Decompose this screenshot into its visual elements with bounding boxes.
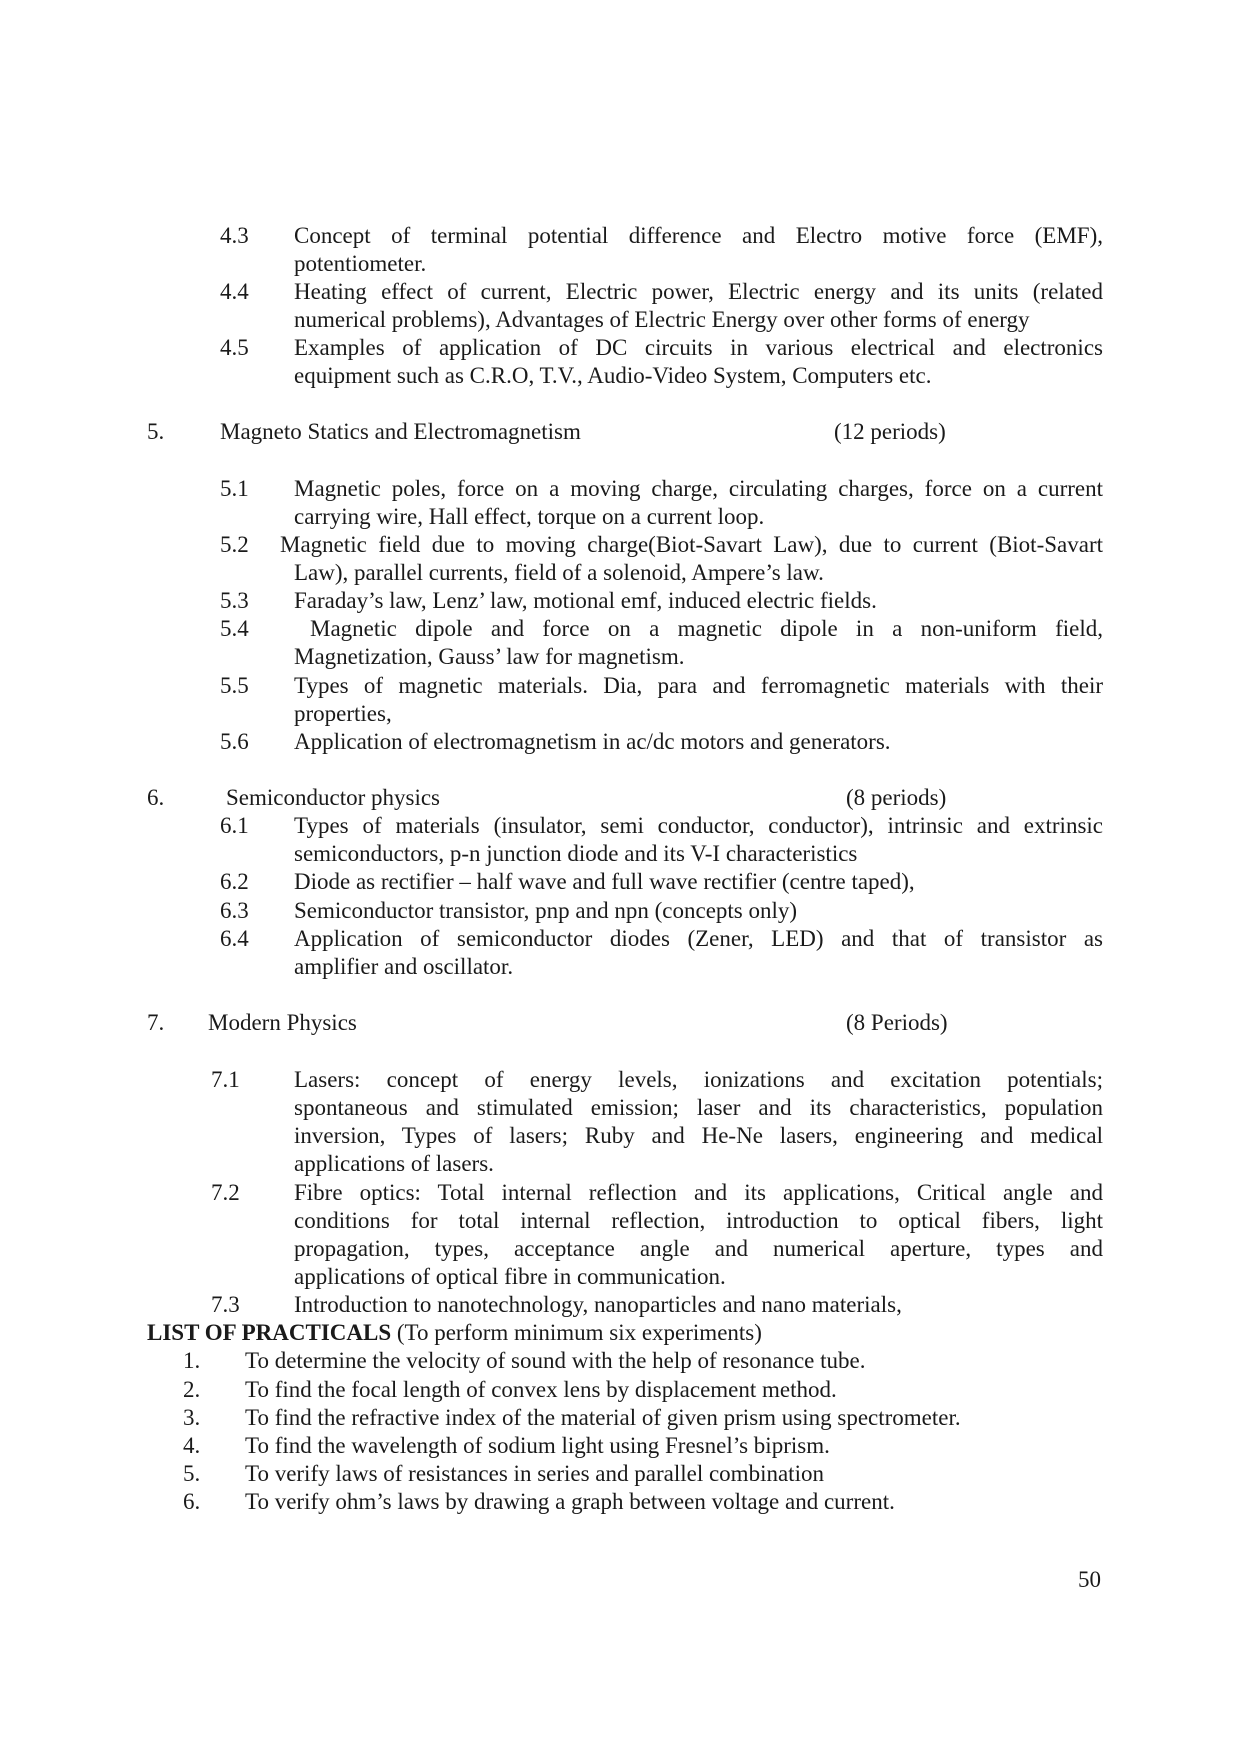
topic-text-line: Lasers: concept of energy levels, ionizations and excitation potentials; (294, 1067, 1103, 1092)
topic-text-line: spontaneous and stimulated emission; laser and its characteristics, population (294, 1095, 1103, 1120)
topic-text-line: Examples of application of DC circuits in various electrical and electronics (294, 335, 1103, 360)
practicals-heading: LIST OF PRACTICALS (147, 1320, 392, 1345)
topic-text-line: Diode as rectifier – half wave and full wave rectifier (centre taped), (294, 869, 915, 894)
topic-number: 6.2 (220, 869, 249, 894)
unit-title: Modern Physics (208, 1010, 357, 1035)
practical-text: To determine the velocity of sound with the help of resonance tube. (245, 1348, 866, 1373)
topic-text-line: Application of electromagnetism in ac/dc motors and generators. (294, 729, 891, 754)
practical-text: To find the refractive index of the material of given prism using spectrometer. (245, 1405, 961, 1430)
practical-text: To find the focal length of convex lens by displacement method. (245, 1377, 837, 1402)
topic-number: 6.3 (220, 898, 249, 923)
topic-text-line: carrying wire, Hall effect, torque on a current loop. (294, 504, 765, 529)
unit-title: Magneto Statics and Electromagnetism (220, 419, 581, 444)
practical-number: 5. (183, 1461, 201, 1486)
topic-text-line: numerical problems), Advantages of Electric Energy over other forms of energy (294, 307, 1030, 332)
topic-text-line: inversion, Types of lasers; Ruby and He-Ne lasers, engineering and medical (294, 1123, 1103, 1148)
topic-number: 7.1 (211, 1067, 240, 1092)
topic-number: 4.4 (220, 279, 249, 304)
topic-text-line: Law), parallel currents, field of a solenoid, Ampere’s law. (294, 560, 824, 585)
unit-number: 7. (147, 1010, 165, 1035)
topic-number: 7.2 (211, 1180, 240, 1205)
practical-number: 4. (183, 1433, 201, 1458)
topic-number: 6.1 (220, 813, 249, 838)
practicals-heading-line (147, 1319, 762, 1347)
topic-text-line: Magnetic dipole and force on a magnetic dipole in a non-uniform field, (310, 616, 1103, 641)
topic-text-line: applications of optical fibre in communication. (294, 1264, 726, 1289)
topic-number: 5.5 (220, 673, 249, 698)
topic-number: 5.6 (220, 729, 249, 754)
topic-text-line: Magnetic poles, force on a moving charge, circulating charges, force on a current (294, 476, 1103, 501)
practicals-subheading: (To perform minimum six experiments) (396, 1320, 762, 1345)
unit-number: 5. (147, 419, 165, 444)
topic-text-line: Concept of terminal potential difference and Electro motive force (EMF), (294, 223, 1103, 248)
practical-text: To verify ohm’s laws by drawing a graph between voltage and current. (245, 1489, 895, 1514)
topic-text-line: Magnetic field due to moving charge(Biot-Savart Law), due to current (Biot-Savart (280, 532, 1103, 557)
topic-number: 5.2 (220, 532, 249, 557)
topic-number: 4.3 (220, 223, 249, 248)
unit-periods: (8 Periods) (846, 1010, 948, 1035)
unit-periods: (8 periods) (846, 785, 947, 810)
topic-text-line: amplifier and oscillator. (294, 954, 514, 979)
practical-text: To find the wavelength of sodium light using Fresnel’s biprism. (245, 1433, 830, 1458)
topic-text-line: equipment such as C.R.O, T.V., Audio-Video System, Computers etc. (294, 363, 932, 388)
topic-number: 4.5 (220, 335, 249, 360)
topic-text-line: applications of lasers. (294, 1151, 494, 1176)
practical-number: 2. (183, 1377, 201, 1402)
unit-periods: (12 periods) (834, 419, 946, 444)
topic-text-line: Fibre optics: Total internal reflection and its applications, Critical angle and (294, 1180, 1103, 1205)
practical-number: 6. (183, 1489, 201, 1514)
topic-text-line: Introduction to nanotechnology, nanoparticles and nano materials, (294, 1292, 902, 1317)
topic-text-line: conditions for total internal reflection, introduction to optical fibers, light (294, 1208, 1103, 1233)
topic-number: 5.4 (220, 616, 249, 641)
topic-text-line: Application of semiconductor diodes (Zener, LED) and that of transistor as (294, 926, 1103, 951)
topic-text-line: Semiconductor transistor, pnp and npn (concepts only) (294, 898, 798, 923)
page-number: 50 (1078, 1567, 1101, 1592)
topic-number: 7.3 (211, 1292, 240, 1317)
topic-number: 5.1 (220, 476, 249, 501)
topic-text-line: Heating effect of current, Electric power, Electric energy and its units (related (294, 279, 1103, 304)
topic-text-line: Types of materials (insulator, semi conductor, conductor), intrinsic and extrinsic (294, 813, 1103, 838)
practical-number: 1. (183, 1348, 201, 1373)
topic-text-line: semiconductors, p-n junction diode and its V-I characteristics (294, 841, 858, 866)
topic-text-line: properties, (294, 701, 392, 726)
topic-text-line: Magnetization, Gauss’ law for magnetism. (294, 644, 685, 669)
topic-text-line: Types of magnetic materials. Dia, para and ferromagnetic materials with their (294, 673, 1103, 698)
topic-text-line: propagation, types, acceptance angle and numerical aperture, types and (294, 1236, 1103, 1261)
topic-text-line: Faraday’s law, Lenz’ law, motional emf, induced electric fields. (294, 588, 877, 613)
practical-number: 3. (183, 1405, 201, 1430)
topic-number: 6.4 (220, 926, 249, 951)
unit-number: 6. (147, 785, 165, 810)
practical-text: To verify laws of resistances in series and parallel combination (245, 1461, 824, 1486)
topic-text-line: potentiometer. (294, 251, 427, 276)
unit-title: Semiconductor physics (226, 785, 440, 810)
topic-number: 5.3 (220, 588, 249, 613)
